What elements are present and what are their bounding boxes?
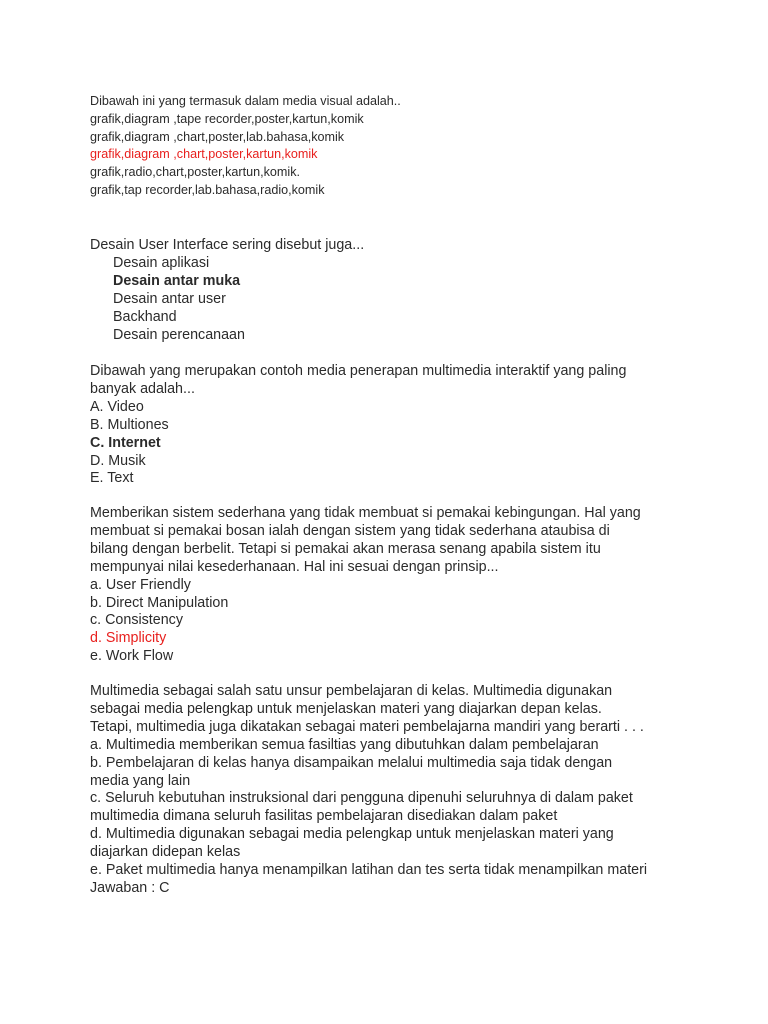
question-5-text-line: Tetapi, multimedia juga dikatakan sebagai materi pembelajarna mandiri yang berarti . . .: [90, 718, 644, 735]
question-4-option-a: a. User Friendly: [90, 576, 191, 593]
question-2: [90, 237, 690, 344]
question-2-text: Desain User Interface sering disebut juga...: [90, 237, 365, 253]
question-5-text-line: Multimedia sebagai salah satu unsur pembelajaran di kelas. Multimedia digunakan: [90, 683, 613, 699]
question-4-text-line: membuat si pemakai bosan ialah dengan sistem yang tidak sederhana ataubisa di: [90, 522, 610, 539]
question-1-text: Dibawah ini yang termasuk dalam media visual adalah..: [90, 94, 401, 108]
question-4-option-e: e. Work Flow: [90, 648, 174, 665]
question-5: [90, 683, 690, 898]
question-5-option-line: e. Paket multimedia hanya menampilkan latihan dan tes serta tidak menampilkan materi: [90, 862, 648, 879]
question-1-option-4: grafik,radio,chart,poster,kartun,komik.: [90, 165, 300, 180]
question-2-option-3: Desain antar user: [113, 290, 226, 307]
question-3-option-d: D. Musik: [90, 452, 146, 469]
question-5-option-line: d. Multimedia digunakan sebagai media pelengkap untuk menjelaskan materi yang: [90, 826, 614, 843]
question-2-option-5: Desain perencanaan: [113, 326, 245, 343]
question-2-option-2-answer: Desain antar muka: [113, 272, 241, 289]
question-5-option-line: media yang lain: [90, 772, 191, 789]
question-3-text-line: banyak adalah...: [90, 380, 195, 397]
question-5-option-line: b. Pembelajaran di kelas hanya disampaikan melalui multimedia saja tidak dengan: [90, 754, 613, 771]
question-4-text-line: Memberikan sistem sederhana yang tidak membuat si pemakai kebingungan. Hal yang: [90, 505, 641, 521]
question-1-option-2: grafik,diagram ,chart,poster,lab.bahasa,komik: [90, 129, 345, 144]
question-5-option-line: multimedia dimana seluruh fasilitas pembelajaran disediakan dalam paket: [90, 808, 558, 825]
question-2-option-4: Backhand: [113, 308, 177, 325]
question-3-option-c-answer: C. Internet: [90, 434, 161, 451]
question-4-text-line: bilang dengan berbelit. Tetapi si pemakai akan merasa senang apabila sistem itu: [90, 540, 601, 557]
question-5-option-line: c. Seluruh kebutuhan instruksional dari pengguna dipenuhi seluruhnya di dalam paket: [90, 790, 633, 807]
question-5-answer: Jawaban : C: [90, 879, 170, 896]
question-1-option-3-answer: grafik,diagram ,chart,poster,kartun,komik: [90, 147, 318, 162]
question-4-option-c: c. Consistency: [90, 612, 183, 629]
question-3-text-line: Dibawah yang merupakan contoh media penerapan multimedia interaktif yang paling: [90, 363, 627, 379]
question-5-option-line: diajarkan didepan kelas: [90, 844, 241, 861]
question-1-option-1: grafik,diagram ,tape recorder,poster,kartun,komik: [90, 111, 364, 126]
question-3-option-a: A. Video: [90, 398, 144, 415]
question-3-option-e: E. Text: [90, 470, 134, 487]
question-2-option-1: Desain aplikasi: [113, 254, 210, 271]
question-5-option-line: a. Multimedia memberikan semua fasiltias yang dibutuhkan dalam pembelajaran: [90, 736, 599, 753]
question-4-option-d-answer: d. Simplicity: [90, 630, 167, 647]
question-3-option-b: B. Multiones: [90, 416, 169, 433]
question-1-option-5: grafik,tap recorder,lab.bahasa,radio,komik: [90, 182, 325, 197]
question-5-text-line: sebagai media pelengkap untuk menjelaskan materi yang diajarkan depan kelas.: [90, 700, 602, 717]
question-1: [90, 93, 401, 200]
question-4-text-line: mempunyai nilai kesederhanaan. Hal ini sesuai dengan prinsip...: [90, 558, 499, 575]
question-4-option-b: b. Direct Manipulation: [90, 594, 229, 611]
question-3: [90, 363, 690, 488]
question-4: [90, 505, 690, 666]
